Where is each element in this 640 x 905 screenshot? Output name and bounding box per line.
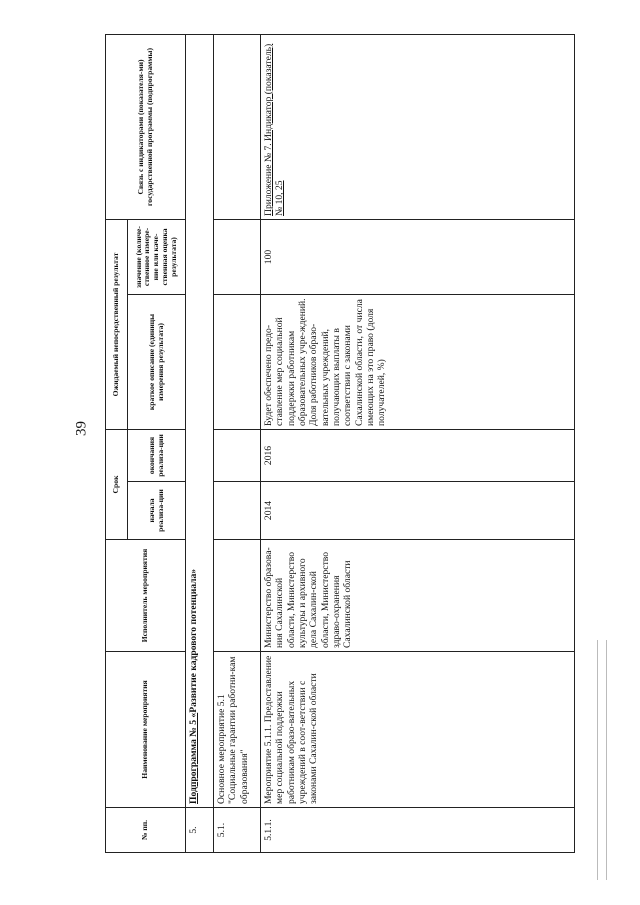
subprogram-name: Развитие кадрового потенциала — [188, 573, 199, 713]
table-row — [261, 34, 575, 852]
header-term: Срок — [106, 429, 128, 539]
row-value — [214, 219, 261, 294]
row-executor — [214, 540, 261, 652]
row-end — [214, 429, 261, 481]
row-end: 2016 — [261, 429, 575, 481]
row-desc: Будет обеспечено предо-ставление мер социальной поддержки работникам образовательных учре-ждений. Доля работников образо-вательных учреждений, получающих выплаты в соответствии с законами Сахалинской области, от числа имеющих на это право (доля получателей, %) — [261, 294, 575, 429]
row-desc — [214, 294, 261, 429]
row-value: 100 — [261, 219, 575, 294]
header-term-start: начала реализа-ции — [128, 482, 186, 540]
header-num: № пп. — [106, 808, 186, 853]
row-executor: Министерство образова-ния Сахалинской области, Министерство культуры и архивного дела Сахалин-ской области, Министерство здраво-охранения Сахалинской области — [261, 540, 575, 652]
program-table — [105, 34, 575, 853]
page-number: 39 — [73, 421, 90, 436]
rotated-table-container — [105, 35, 575, 853]
row-num: 5.1. — [214, 808, 261, 853]
header-executor: Исполнитель мероприятия — [106, 540, 186, 652]
subprogram-num: 5. — [186, 808, 214, 853]
subprogram-row — [186, 34, 214, 852]
header-link: Связь с индикаторами (показателя-ми) государственной программы (подпрограммы) — [106, 34, 186, 219]
subprogram-prefix: Подпрограмма № 5 « — [188, 712, 199, 804]
row-start: 2014 — [261, 482, 575, 540]
row-name: Основное мероприятие 5.1 "Социальные гарантии работни-кам образования" — [214, 652, 261, 808]
row-num: 5.1.1. — [261, 808, 575, 853]
header-result-desc: краткое описание (единицы измерения результата) — [128, 294, 186, 429]
header-result-value: значение (количе-ственное измере-ние или каче-ственная оценка результата) — [128, 219, 186, 294]
row-link — [214, 34, 261, 219]
header-term-end: окончания реализа-ции — [128, 429, 186, 481]
scan-edge-line — [606, 640, 607, 880]
indicator-link[interactable]: Приложение № 7. Индикатор (показатель) № 10, 25 — [263, 43, 286, 216]
row-start — [214, 482, 261, 540]
header-name: Наименование мероприятия — [106, 652, 186, 808]
subprogram-suffix: » — [188, 568, 199, 574]
table-row — [214, 34, 261, 852]
subprogram-title — [186, 34, 214, 807]
header-row-1 — [106, 34, 128, 852]
row-name: Мероприятие 5.1.1. Предоставление мер социальной поддержки работникам образо-вательных учреждений в соот-ветствии с законами Сахалин-ской области — [261, 652, 575, 808]
scan-edge-line — [597, 640, 598, 880]
header-result: Ожидаемый непосредственный результат — [106, 219, 128, 429]
row-link — [261, 34, 575, 219]
